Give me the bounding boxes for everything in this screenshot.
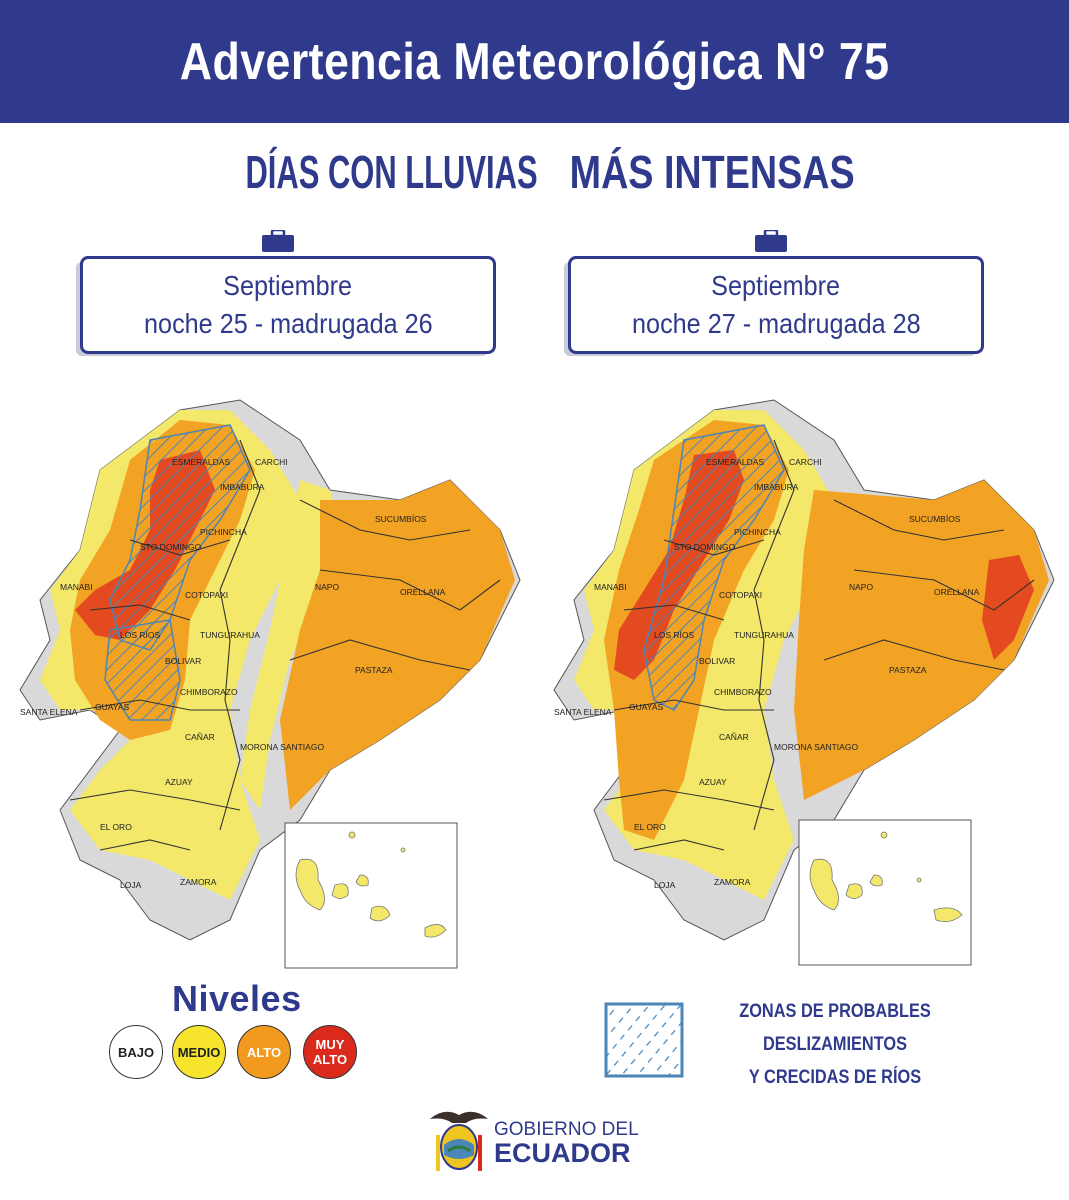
date-box-right xyxy=(568,256,984,354)
label-imbabura: IMBABURA xyxy=(754,482,799,492)
page-title: Advertencia Meteorológica N° 75 xyxy=(179,32,890,91)
label-tungurahua: TUNGURAHUA xyxy=(200,630,260,640)
label-sucumbios: SUCUMBÍOS xyxy=(375,514,427,524)
briefcase-icon xyxy=(755,230,787,252)
label-esmeraldas: ESMERALDAS xyxy=(706,457,765,467)
label-santa-elena: SANTA ELENA xyxy=(20,707,78,717)
date-period: noche 27 - madrugada 28 xyxy=(631,308,921,339)
label-canar: CAÑAR xyxy=(719,732,749,742)
level-bajo: BAJO xyxy=(109,1025,163,1079)
label-carchi: CARCHI xyxy=(255,457,288,467)
label-azuay: AZUAY xyxy=(165,777,193,787)
label-morona: MORONA SANTIAGO xyxy=(240,742,325,752)
galapagos-inset xyxy=(799,820,971,965)
hatch-legend-icon xyxy=(604,1002,684,1078)
date-box-left xyxy=(80,256,496,354)
label-bolivar: BOLIVAR xyxy=(165,656,202,666)
label-pichincha: PICHINCHA xyxy=(200,527,247,537)
label-imbabura: IMBABURA xyxy=(220,482,265,492)
label-carchi: CARCHI xyxy=(789,457,822,467)
level-alto: ALTO xyxy=(237,1025,291,1079)
label-cotopaxi: COTOPAXI xyxy=(185,590,229,600)
level-muy-alto: MUY ALTO xyxy=(303,1025,357,1079)
label-cotopaxi: COTOPAXI xyxy=(719,590,763,600)
label-loja: LOJA xyxy=(120,880,142,890)
label-manabi: MANABI xyxy=(60,582,93,592)
label-guayas: GUAYAS xyxy=(95,702,130,712)
label-loja: LOJA xyxy=(654,880,676,890)
label-manabi: MANABI xyxy=(594,582,627,592)
label-el-oro: EL ORO xyxy=(634,822,666,832)
date-month: Septiembre xyxy=(223,270,353,301)
label-sto-domingo: STO DOMINGO xyxy=(674,542,736,552)
label-zamora: ZAMORA xyxy=(180,877,217,887)
label-los-rios: LOS RÍOS xyxy=(654,630,695,640)
map-right xyxy=(534,380,1069,980)
label-napo: NAPO xyxy=(849,582,874,592)
logo-line1: GOBIERNO DEL xyxy=(494,1119,639,1140)
label-pastaza: PASTAZA xyxy=(889,665,927,675)
briefcase-icon xyxy=(262,230,294,252)
label-morona: MORONA SANTIAGO xyxy=(774,742,859,752)
label-santa-elena: SANTA ELENA xyxy=(554,707,612,717)
galapagos-inset xyxy=(285,823,457,968)
label-napo: NAPO xyxy=(315,582,340,592)
label-sucumbios: SUCUMBÍOS xyxy=(909,514,961,524)
levels-title: Niveles xyxy=(172,978,302,1019)
label-esmeraldas: ESMERALDAS xyxy=(172,457,231,467)
date-period: noche 25 - madrugada 26 xyxy=(143,308,433,339)
label-azuay: AZUAY xyxy=(699,777,727,787)
label-chimborazo: CHIMBORAZO xyxy=(180,687,238,697)
label-el-oro: EL ORO xyxy=(100,822,132,832)
label-pastaza: PASTAZA xyxy=(355,665,393,675)
label-zamora: ZAMORA xyxy=(714,877,751,887)
header-banner xyxy=(0,0,1069,123)
label-orellana: ORELLANA xyxy=(934,587,980,597)
label-sto-domingo: STO DOMINGO xyxy=(140,542,202,552)
label-guayas: GUAYAS xyxy=(629,702,664,712)
label-chimborazo: CHIMBORAZO xyxy=(714,687,772,697)
label-los-rios: LOS RÍOS xyxy=(120,630,161,640)
subtitle-bold: MÁS INTENSAS xyxy=(570,146,856,198)
date-month: Septiembre xyxy=(711,270,841,301)
map-left xyxy=(0,380,534,980)
label-orellana: ORELLANA xyxy=(400,587,446,597)
label-canar: CAÑAR xyxy=(185,732,215,742)
label-bolivar: BOLIVAR xyxy=(699,656,736,666)
subtitle-normal: DÍAS CON LLUVIAS xyxy=(245,146,539,198)
ecuador-coat-of-arms-icon xyxy=(428,1105,490,1177)
logo-line2: ECUADOR xyxy=(494,1138,631,1168)
label-tungurahua: TUNGURAHUA xyxy=(734,630,794,640)
level-medio: MEDIO xyxy=(172,1025,226,1079)
subtitle xyxy=(0,145,1069,199)
hatch-legend-text: ZONAS DE PROBABLES DESLIZAMIENTOS Y CRECIDAS DE RÍOS xyxy=(739,1001,931,1088)
label-pichincha: PICHINCHA xyxy=(734,527,781,537)
